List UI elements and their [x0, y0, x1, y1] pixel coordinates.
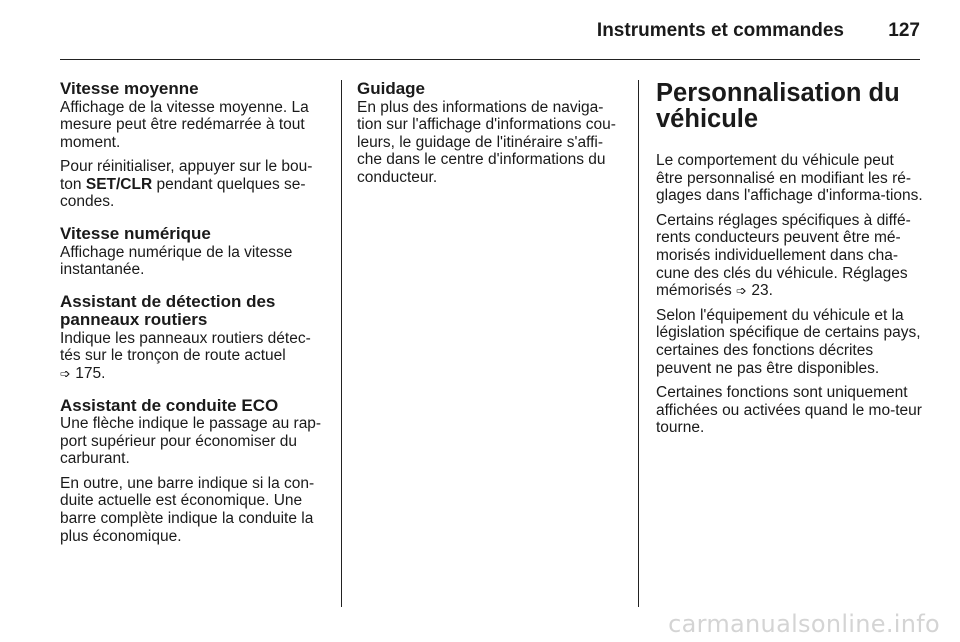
- column-1: [60, 80, 330, 545]
- text-span: Pour réinitialiser, appuyer sur le bou-ton: [60, 158, 313, 193]
- paragraph: Le comportement du véhicule peut être personnalisé en modifiant les ré-glages dans l'affichage d'informa-tions.: [656, 152, 923, 205]
- paragraph: [60, 158, 330, 211]
- column-divider-1: [341, 80, 342, 607]
- page-reference-arrow-icon: ➩: [736, 283, 748, 299]
- section-title: Assistant de conduite ECO: [60, 395, 279, 415]
- paragraph: En outre, une barre indique si la con-duite actuelle est économique. Une barre complète indique la conduite la plus économique.: [60, 474, 315, 545]
- text-span: Indique les panneaux routiers détec-tés sur le tronçon de route actuel: [60, 329, 311, 365]
- header-title: Instruments et commandes: [596, 20, 844, 41]
- paragraph: [60, 330, 330, 383]
- section-title: Vitesse numérique: [60, 224, 211, 244]
- paragraph: Affichage numérique de la vitesse instantanée.: [60, 243, 293, 279]
- paragraph: [656, 212, 924, 300]
- paragraph: Certaines fonctions sont uniquement affichées ou activées quand le mo-teur tourne.: [656, 384, 922, 437]
- column-3: [656, 80, 924, 437]
- paragraph: Selon l'équipement du véhicule et la législation spécifique de certains pays, certaines des fonctions décrites peuvent ne pas être disponibles.: [656, 306, 921, 377]
- paragraph: En plus des informations de naviga-tion sur l'affichage d'informations cou-leurs, le guidage de l'itinéraire s'affi-che dans le centre d'informations du conducteur.: [357, 98, 616, 186]
- page-reference-link[interactable]: 23.: [751, 282, 773, 300]
- page-number: 127: [888, 20, 920, 41]
- page-header: [60, 14, 920, 44]
- paragraph: Affichage de la vitesse moyenne. La mesure peut être redémarrée à tout moment.: [60, 98, 309, 151]
- section-title: Guidage: [357, 79, 426, 98]
- page-reference-link[interactable]: 175.: [75, 364, 106, 382]
- section-title: Vitesse moyenne: [60, 79, 199, 98]
- text-span: Certains réglages spécifiques à diffé-rents conducteurs peuvent être mé-morisés individuellement dans cha-cune des clés du véhicule. Réglages mémorisés: [656, 211, 911, 300]
- section-assistant-eco: [60, 397, 330, 546]
- button-reference: SET/CLR: [85, 175, 153, 193]
- watermark: carmanualsonline.info: [668, 610, 940, 638]
- paragraph: Une flèche indique le passage au rap-port supérieur pour économiser du carburant.: [60, 415, 322, 468]
- text-span: pendant quelques se-condes.: [60, 175, 306, 211]
- header-rule: [60, 59, 920, 60]
- column-divider-2: [638, 80, 639, 607]
- section-vitesse-moyenne: [60, 80, 330, 211]
- section-vitesse-numerique: [60, 225, 330, 279]
- page-reference-arrow-icon: ➩: [60, 365, 71, 381]
- section-title: Assistant de détection des panneaux routiers: [60, 291, 276, 330]
- column-2: [357, 80, 622, 186]
- chapter-title: Personnalisation du véhicule: [656, 79, 900, 133]
- section-assistant-panneaux: [60, 293, 330, 383]
